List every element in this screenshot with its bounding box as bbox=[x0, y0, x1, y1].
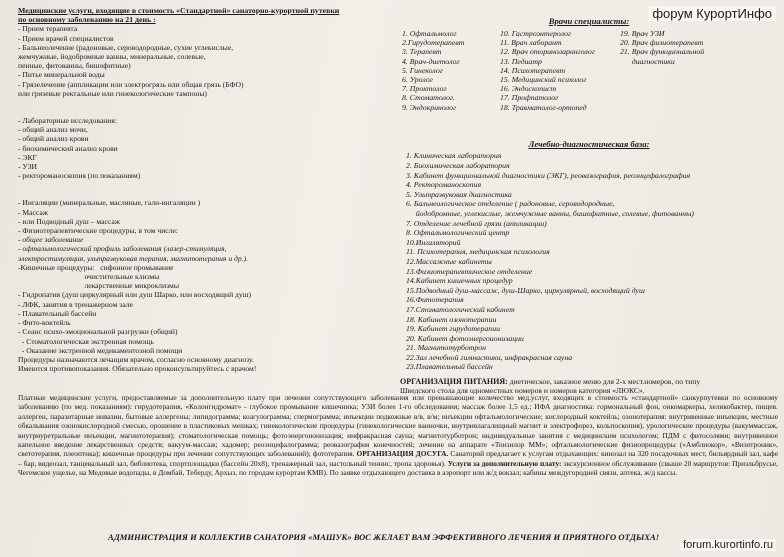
forum-watermark-bottom: forum.kurortinfo.ru bbox=[680, 539, 776, 551]
service-line: - Грязелечение (аппликации или электрогрязь или общая грязь (БФО) bbox=[18, 79, 244, 89]
food-text-2: Шведского стола для одноместных номеров и номеров категория «ЛЮКС». bbox=[400, 386, 645, 395]
procedure-line: - Фито-коктейль bbox=[18, 318, 71, 328]
diagnostics-item: 6. Бальнеологическое отделение ( радоновые, сероводородные, bbox=[406, 199, 615, 209]
doctor-item: 12. Врач оториноларинголог bbox=[500, 47, 595, 57]
doctors-title: Врачи специалисты: bbox=[548, 16, 630, 26]
diagnostics-item: 15.Подводный душ-массаж, душ-Шарко, циркулярный, восходящий душ bbox=[406, 285, 645, 295]
diagnostics-item: 19. Кабинет гирудотерапии bbox=[406, 324, 500, 334]
procedure-line: - Физиотерапевтические процедуры, в том числе: bbox=[18, 226, 178, 236]
included-services-title-line1: Медицинские услуги, входящие в стоимость «Стандартной» санаторно-курортной путевки bbox=[18, 6, 340, 15]
diagnostics-item: 1. Клиническая лаборатория bbox=[406, 151, 502, 161]
procedure-line: -Кишечные процедуры: сифонное промывание bbox=[18, 262, 174, 272]
doctor-item: 4. Врач-диетолог bbox=[402, 56, 460, 66]
lab-line: - ЭКГ bbox=[18, 152, 37, 162]
doctor-item: 10. Гастроэнтеролог bbox=[500, 29, 572, 38]
service-line: или грязевые ректальные или гинекологические тампоны) bbox=[18, 88, 207, 98]
diagnostics-item: 20. Кабинет фотоэнергоионизации bbox=[406, 333, 524, 343]
procedure-line: - Сеанс психо-эмоциональной разгрузки (общий) bbox=[18, 327, 178, 337]
procedure-line: - Стоматологическая экстренная помощь bbox=[18, 336, 154, 346]
procedure-line: - Массаж bbox=[18, 207, 49, 217]
food-title: ОРГАНИЗАЦИЯ ПИТАНИЯ: bbox=[400, 377, 508, 386]
diagnostics-item: 18. Кабинет озонотерапии bbox=[406, 314, 497, 324]
diagnostics-item: 4. Ректороманоскопия bbox=[406, 180, 482, 190]
procedure-line: - Оказание экстренной медикаментозной помощи bbox=[18, 345, 183, 355]
diagnostics-item: 8. Офтальмологический центр bbox=[406, 228, 510, 238]
diagnostics-item: 16.Фитотерапия bbox=[406, 295, 464, 305]
service-line: - Прием врачей специалистов bbox=[18, 33, 114, 43]
food-text-1: диетическое, заказное меню для 2-х мест.номеров, по типу bbox=[507, 377, 701, 386]
leisure-title: ОРГАНИЗАЦИЯ ДОСУГА. bbox=[354, 449, 449, 459]
specialists-column bbox=[402, 16, 776, 372]
procedure-line: Процедуры назначаются лечащим врачом, согласно основному диагнозу. bbox=[18, 354, 254, 364]
doctor-item: 9. Эндокринолог bbox=[402, 102, 457, 112]
doctor-item: 7. Проктолог bbox=[402, 84, 447, 94]
paid-services-paragraph bbox=[18, 393, 778, 478]
procedure-line: Имеются противопоказания. Обязательно проконсультируйтесь с врачом! bbox=[18, 364, 257, 374]
paid-services-text: Платные медицинские услуги, предоставляемые за дополнительную плату при лечении сопутствующего заболевания или превышающие количество мед.услуг, входящих в стоимость «стандартной» санкурпутевки по основному заболеванию (по мед. показаниям): гирудотерапия, «Колонгидромат» - глубокое промывание кишечника; УЗИ более 1-го обследования; массаж более 1,5 ед.; ИФА диагностика: гормональный фон, онкомаркеры, хеликобактер, пищев. аллерген, паразитарные инвазии, бытовые аллергены; липидограмма; коагулограмма; спермограмма; инъекции подкожные в/в, в/м; инъекции офтальмологические; кислородный коктейль; озонотерапия: внутривенные инъекции, местные обкалывания озонокислородной смесью, орошение в пластиковых мешках; гинекологические процедуры (гинекологические ванночки, внутривлагалищный магнит и электрофорез, кольпоскопия), урологические процедуры (вакуммассаж, внутриуретральные инъекции, магнитотерапия); стоматологическая помощь; фотоэнергоионизация; инфракрасная сауна; магнитотурботрон; индивидуальные занятия с медицинским психологом; ПДМ с фитосолями; внутривенное капельное введение лекарственных средств; вакуум-массаж; хадомер; реоэнцефалограмма; реовазография конечностей; лечение на аппарате «Тонзилор ММ»; офтальмологические физиопроцедуры («Амблиокор», «Визотроник», светотерапия, плеоптика); кишечные процедуры при лечении сопутствующих заболеваний); фототерапия. bbox=[18, 393, 778, 459]
doctor-item: диагностики bbox=[620, 56, 675, 66]
doctor-item: 16. Эндоскопист bbox=[500, 84, 557, 94]
doctor-item: 5. Гинеколог bbox=[402, 65, 443, 75]
service-line: - Прием терапевта bbox=[18, 24, 78, 34]
doctor-item: 17. Профпатолог bbox=[500, 93, 559, 103]
extra-services-title: Услуги за дополнительную плату: bbox=[445, 458, 562, 468]
procedure-line: - офтальмологический профиль заболевания (лазер-стимуляция, bbox=[18, 244, 227, 254]
service-line: - Бальнеолечение (радоновые, сероводородные, сухие углекислые, bbox=[18, 42, 234, 52]
lab-line: - общий анализ мочи, bbox=[18, 125, 88, 135]
extra-services-text: экскурсионное обслуживание (свыше 20 маршрутов: Приэльбрусье, Чегемское ущелье, на Медовые водопады, в Домбай, Теберду, Архыз, по городам курортам КМВ). По заявке отдыхающего доставка в аэропорт или ж/д вокзал; кабины междугородней связи, аптека, ж/д кассы. bbox=[18, 458, 779, 478]
procedure-line: - Плавательный бассейн bbox=[18, 308, 97, 318]
doctor-item: 8. Стоматолог. bbox=[402, 93, 455, 103]
doctors-list bbox=[402, 29, 776, 112]
doctor-item: 3. Терапевт bbox=[402, 47, 442, 57]
diagnostics-item: 7. Отделение лечебной грязи (аппликации) bbox=[406, 218, 547, 228]
service-line: пенные, фитованны, бишофитные) bbox=[18, 61, 131, 71]
doctor-item: 15. Медицинский психолог bbox=[500, 75, 587, 85]
procedure-line: лекарственные микроклизмы bbox=[18, 281, 179, 291]
doctor-item: 2.Гирудотерапевт bbox=[402, 38, 465, 48]
forum-watermark-top: форум КурортИнфо bbox=[648, 6, 776, 21]
procedure-line: очистительные клизмы bbox=[18, 272, 160, 282]
lab-line: - ректороманоскопия (по показаниям) bbox=[18, 171, 141, 181]
diagnostics-item: 22.Зал лечебной гимнастики, инфракрасная сауна bbox=[406, 352, 573, 362]
leisure-text: Санаторий предлагает к услугам отдыхающих: кинозал на 320 посадочных мест, бильярдный зал, кафе – бар, видеозал, танцевальный зал, библиотека, спортплощадки (бассейн 20х8), тренажерный зал, настольный теннис, тропа здоровья). bbox=[18, 449, 778, 468]
doctor-item: 1. Офтальмолог bbox=[402, 29, 457, 38]
doctor-item: 20. Врач физиотерапевт bbox=[620, 38, 704, 48]
diagnostics-title: Лечебно-диагностическая база: bbox=[528, 138, 650, 149]
service-line: жемчужные, йодобромные ванны, минеральные, солевые, bbox=[18, 52, 206, 62]
diagnostics-item: 10.Ингаляторий bbox=[406, 237, 461, 247]
doctor-item: 11. Врач лаборант bbox=[500, 38, 562, 48]
diagnostics-item: 23.Плавательный бассейн bbox=[406, 362, 493, 372]
diagnostics-item: 21. Магнитотурботрон bbox=[406, 343, 487, 353]
diagnostics-item: 11. Психотерапия, медицинская психология bbox=[406, 247, 550, 257]
procedure-line: - Ингаляции (минеральные, масляные, гали-ингаляции ) bbox=[18, 198, 201, 208]
doctor-item: 21. Врач функциональной bbox=[620, 47, 705, 57]
lab-line: - УЗИ bbox=[18, 162, 37, 172]
doctor-item: 13. Педиатр bbox=[500, 56, 542, 66]
doctor-item: 18. Травматолог-ортопед bbox=[500, 102, 587, 112]
diagnostics-item: 5. Ультразвуковая диагностика bbox=[406, 189, 512, 199]
included-services-title-line2: по основному заболеванию на 21 день : bbox=[18, 15, 156, 25]
service-line: - Питье минеральной воды bbox=[18, 70, 105, 80]
procedure-line: - Гидропатия (душ циркулярный или душ Шарко, или восходящий душ) bbox=[18, 290, 252, 300]
doctor-item: 14. Психотерапевт bbox=[500, 65, 566, 75]
lab-line: - Лабораторные исследования: bbox=[18, 116, 117, 126]
lab-line: - биохимический анализ крови bbox=[18, 143, 118, 153]
procedure-line: - или Подводный душ – массаж bbox=[18, 216, 120, 226]
lab-line: - общий анализ крови bbox=[18, 134, 89, 144]
diagnostics-item: 14.Кабинет кишечных процедур bbox=[406, 276, 513, 286]
diagnostics-item: 3. Кабинет функциональной диагностики (ЭКГ), реовазография, реоэнцефалография bbox=[406, 170, 691, 180]
doctor-item: 19. Врач УЗИ bbox=[620, 29, 665, 38]
diagnostics-item: йодобромные, углекислые, жемчужные ванны, бишофитные, солевые, фитованны) bbox=[406, 208, 694, 218]
diagnostics-item: 12.Массажные кабинеты bbox=[406, 256, 492, 266]
diagnostics-item: 13.Физиотерапевтическое отделение bbox=[406, 266, 533, 276]
diagnostics-item: 2. Биохимическая лаборатория bbox=[406, 161, 510, 171]
doctor-item: 6. Уролог bbox=[402, 75, 433, 85]
procedure-line: - ЛФК, занятия в тренажерном зале bbox=[18, 299, 133, 309]
procedure-line: - общее заболевание bbox=[18, 235, 84, 245]
diagnostics-item: 17.Стоматологический кабинет bbox=[406, 304, 515, 314]
diagnostics-section bbox=[402, 140, 776, 372]
included-services-column bbox=[18, 6, 390, 373]
procedure-line: электростимуляция, ультразвуковая терапия, магнитотерапия и др.). bbox=[18, 253, 249, 263]
closing-wish: АДМИНИСТРАЦИЯ И КОЛЛЕКТИВ САНАТОРИЯ «МАШУК» ВОС ЖЕЛАЕТ ВАМ ЭФФЕКТИВНОГО ЛЕЧЕНИЯ И ПРИЯТНОГО ОТДЫХА! bbox=[108, 532, 660, 542]
